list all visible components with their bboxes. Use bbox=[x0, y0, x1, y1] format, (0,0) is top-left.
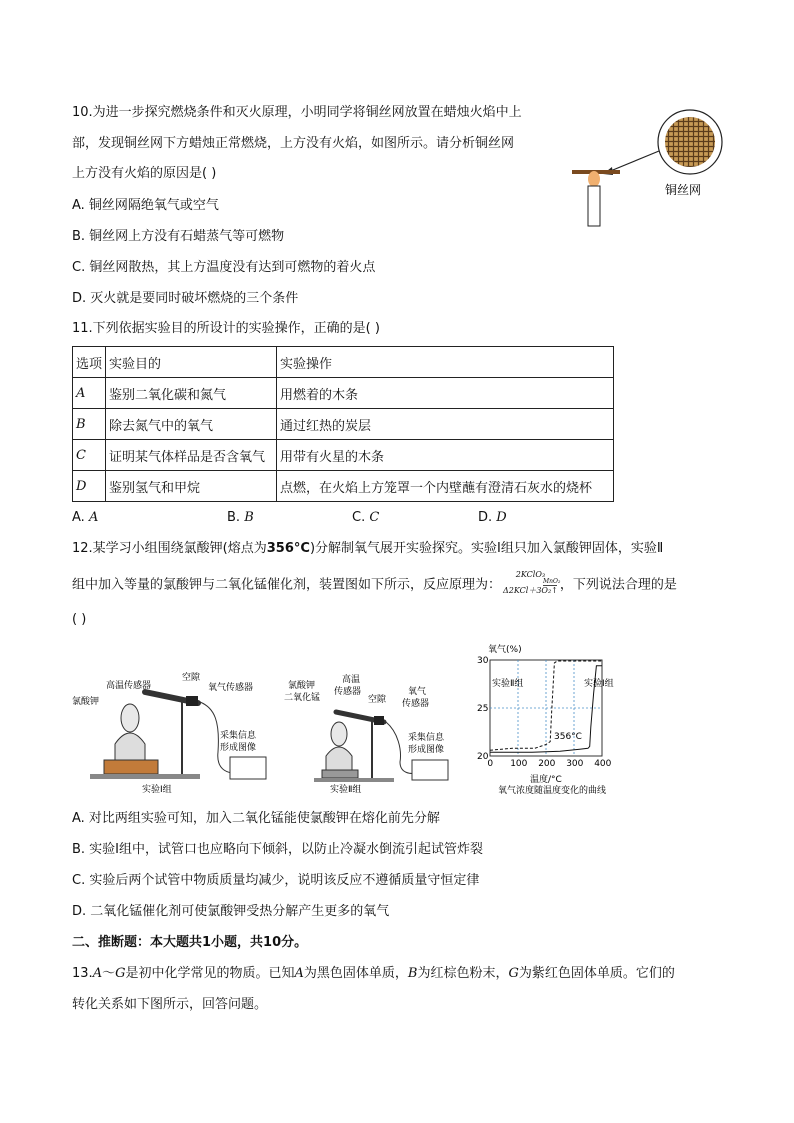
label: 形成图像 bbox=[220, 743, 257, 753]
label: 高温传感器 bbox=[106, 681, 152, 691]
x-tick-label: 300 bbox=[566, 759, 584, 769]
label: 采集信息 bbox=[408, 733, 445, 743]
caption: 实验Ⅰ组 bbox=[142, 785, 172, 794]
base-block bbox=[322, 770, 358, 778]
table-cell: 用燃着的木条 bbox=[277, 378, 614, 409]
table-row bbox=[73, 471, 614, 502]
q13-var: A bbox=[294, 966, 304, 981]
table-header-cell: 选项 bbox=[73, 347, 106, 378]
q12-stem-line-1 bbox=[72, 540, 663, 558]
q11-option-b bbox=[227, 510, 254, 525]
q10-stem-line-1: 10.为进一步探究燃烧条件和灭火原理，小明同学将铜丝网放置在蜡烛火焰中上 bbox=[72, 105, 522, 120]
screen bbox=[230, 757, 266, 779]
base-block bbox=[104, 760, 158, 774]
q12-stem-line-3: ( ) bbox=[72, 612, 87, 627]
chart-caption: 氧气浓度随温度变化的曲线 bbox=[498, 786, 607, 796]
table-cell: 鉴别氢气和甲烷 bbox=[106, 471, 277, 502]
q13-var: G bbox=[115, 966, 126, 981]
q13-stem-line-2: 转化关系如下图所示，回答问题。 bbox=[72, 997, 268, 1012]
label: 空隙 bbox=[182, 673, 201, 683]
flame bbox=[588, 171, 600, 187]
oxygen-chart bbox=[474, 642, 644, 796]
chart-annotation: 356°C bbox=[554, 732, 582, 742]
option-letter: A bbox=[88, 510, 99, 525]
q11-option-c bbox=[352, 510, 379, 525]
q13-text: 为黑色固体单质， bbox=[303, 966, 408, 981]
q11-stem: 11.下列依据实验目的所设计的实验操作，正确的是( ) bbox=[72, 321, 380, 336]
table-cell: C bbox=[73, 440, 106, 471]
label: 传感器 bbox=[334, 687, 362, 697]
q13-text: 为红棕色粉末， bbox=[417, 966, 509, 981]
legend-series-2: 实验Ⅱ组 bbox=[492, 679, 524, 689]
table-cell: 点燃，在火焰上方笼罩一个内壁蘸有澄清石灰水的烧杯 bbox=[277, 471, 614, 502]
q11-table bbox=[72, 346, 614, 502]
candle bbox=[588, 186, 600, 226]
q12-option-a: A. 对比两组实验可知，加入二氧化锰能使氯酸钾在熔化前先分解 bbox=[72, 811, 440, 826]
y-tick-label: 25 bbox=[477, 704, 489, 714]
q10-stem-line-3: 上方没有火焰的原因是( ) bbox=[72, 166, 217, 181]
label: 氧气 bbox=[408, 687, 427, 697]
q13-text: 13. bbox=[72, 966, 93, 981]
equation-products: Δ2KCl＋3O₂↑ bbox=[503, 586, 558, 595]
label: 空隙 bbox=[368, 695, 387, 705]
option-letter: B bbox=[244, 510, 254, 525]
table-cell: 通过红热的炭层 bbox=[277, 409, 614, 440]
table-cell: 鉴别二氧化碳和氮气 bbox=[106, 378, 277, 409]
label: 氧气传感器 bbox=[208, 683, 254, 693]
chart-xlabel: 温度/°C bbox=[530, 775, 562, 785]
q12-option-d: D. 二氧化锰催化剂可使氯酸钾受热分解产生更多的氧气 bbox=[72, 904, 390, 919]
table-cell: 除去氮气中的氧气 bbox=[106, 409, 277, 440]
q12-apparatus-group-1 bbox=[70, 662, 270, 794]
q12-text: ，下列说法合理的是 bbox=[559, 577, 677, 593]
q12-option-b: B. 实验Ⅰ组中，试管口也应略向下倾斜，以防止冷凝水倒流引起试管炸裂 bbox=[72, 842, 484, 857]
option-prefix: A. bbox=[72, 510, 89, 525]
gauze-label: 铜丝网 bbox=[665, 183, 702, 197]
table-cell: 用带有火星的木条 bbox=[277, 440, 614, 471]
table-row bbox=[73, 409, 614, 440]
q12-melting-point: 356°C bbox=[266, 541, 310, 556]
q12-equation bbox=[503, 570, 561, 596]
screen bbox=[412, 760, 448, 780]
table-header-cell: 实验操作 bbox=[277, 347, 614, 378]
stopper bbox=[374, 716, 384, 725]
caption: 实验Ⅱ组 bbox=[330, 785, 362, 794]
q12-option-c: C. 实验后两个试管中物质质量均减少，说明该反应不遵循质量守恒定律 bbox=[72, 873, 480, 888]
label: 二氧化锰 bbox=[284, 693, 321, 703]
equation-reactant: 2KClO₃ bbox=[515, 570, 546, 579]
table-header-cell: 实验目的 bbox=[106, 347, 277, 378]
q10-figure bbox=[566, 104, 726, 230]
option-prefix: B. bbox=[227, 510, 245, 525]
option-letter: D bbox=[496, 510, 507, 525]
label: 形成图像 bbox=[408, 745, 445, 755]
x-tick-label: 0 bbox=[487, 759, 494, 769]
y-tick-label: 30 bbox=[477, 656, 489, 666]
option-prefix: D. bbox=[478, 510, 497, 525]
x-tick-label: 400 bbox=[594, 759, 612, 769]
table-cell: D bbox=[73, 471, 106, 502]
q12-text: 12.某学习小组围绕氯酸钾(熔点为 bbox=[72, 541, 267, 556]
label: 氯酸钾 bbox=[288, 681, 316, 691]
q10-option-c: C. 铜丝网散热，其上方温度没有达到可燃物的着火点 bbox=[72, 260, 376, 275]
q13-text: ～ bbox=[102, 966, 116, 981]
q10-option-d: D. 灭火就是要同时破坏燃烧的三个条件 bbox=[72, 291, 299, 306]
table-row bbox=[73, 378, 614, 409]
label: 氯酸钾 bbox=[72, 697, 100, 707]
q11-option-d bbox=[478, 510, 507, 525]
flame bbox=[121, 704, 139, 732]
q12-stem-line-2 bbox=[72, 572, 677, 598]
q12-text: )分解制氧气展开实验探究。实验Ⅰ组只加入氯酸钾固体，实验Ⅱ bbox=[309, 541, 664, 556]
label: 采集信息 bbox=[220, 731, 257, 741]
y-tick-label: 20 bbox=[477, 752, 489, 762]
q12-text: 组中加入等量的氯酸钾与二氧化锰催化剂，装置图如下所示，反应原理为： bbox=[72, 577, 502, 593]
legend-series-1: 实验Ⅰ组 bbox=[584, 679, 614, 689]
table-cell: A bbox=[73, 378, 106, 409]
q13-text: 是初中化学常见的物质。已知 bbox=[125, 966, 295, 981]
q13-var: G bbox=[508, 966, 519, 981]
chart-ylabel: 氧气(%) bbox=[488, 645, 522, 655]
table-cell: 证明某气体样品是否含氧气 bbox=[106, 440, 277, 471]
label: 传感器 bbox=[402, 699, 430, 709]
label: 高温 bbox=[342, 675, 361, 685]
option-prefix: C. bbox=[352, 510, 370, 525]
x-tick-label: 100 bbox=[510, 759, 528, 769]
x-tick-label: 200 bbox=[538, 759, 556, 769]
table-row bbox=[73, 440, 614, 471]
option-letter: C bbox=[369, 510, 380, 525]
stand-base bbox=[90, 774, 200, 779]
section-heading: 二、推断题：本大题共1小题，共10分。 bbox=[72, 935, 308, 950]
q13-stem-line-1 bbox=[72, 965, 675, 983]
q10-option-a: A. 铜丝网隔绝氧气或空气 bbox=[72, 198, 219, 213]
q10-option-b: B. 铜丝网上方没有石蜡蒸气等可燃物 bbox=[72, 229, 285, 244]
q13-var: B bbox=[407, 966, 418, 981]
gauze-closeup bbox=[665, 117, 715, 167]
stand-base bbox=[314, 778, 394, 782]
table-header-row bbox=[73, 347, 614, 378]
stopper bbox=[186, 696, 198, 706]
q13-text: 为紫红色固体单质。它们的 bbox=[518, 966, 675, 981]
table-cell: B bbox=[73, 409, 106, 440]
q11-option-a bbox=[72, 510, 98, 525]
equation-condition: MnO₂ bbox=[543, 578, 561, 585]
q12-apparatus-group-2 bbox=[284, 662, 464, 794]
pointer-line bbox=[608, 151, 659, 172]
flame bbox=[331, 722, 347, 746]
q10-stem-line-2: 部，发现铜丝网下方蜡烛正常燃烧，上方没有火焰，如图所示。请分析铜丝网 bbox=[72, 136, 515, 151]
q13-var: A bbox=[92, 966, 103, 981]
